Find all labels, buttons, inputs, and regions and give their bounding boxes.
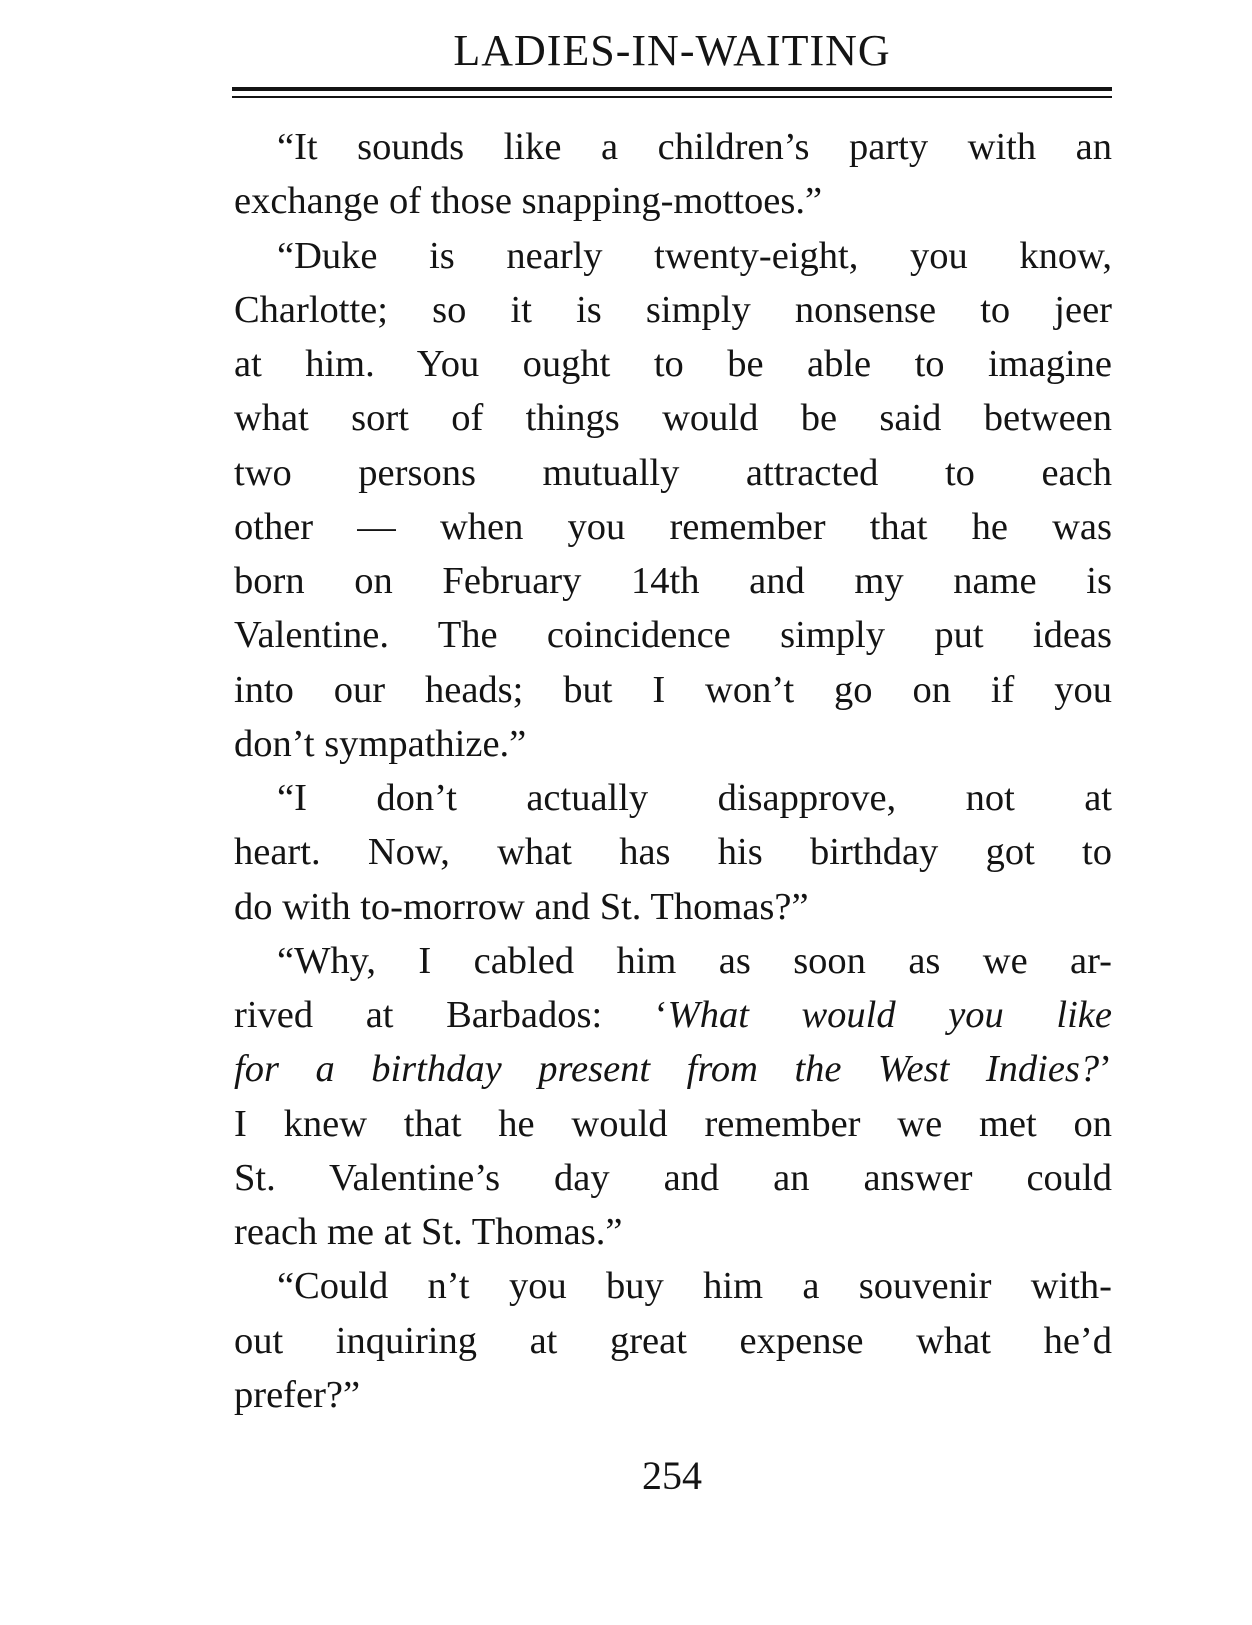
page-number: 254 [642, 1453, 702, 1498]
text-line: Valentine. The coincidence simply put ideas [234, 614, 1112, 657]
text-line: other — when you remember that he was [234, 505, 1112, 548]
text-line: do with to-morrow and St. Thomas?” [234, 885, 809, 928]
text-line: into our heads; but I won’t go on if you [234, 668, 1112, 711]
text-line [234, 988, 1112, 1042]
text-line: prefer?” [234, 1373, 361, 1416]
text-segment: ’ [1099, 1048, 1112, 1091]
text-line: born on February 14th and my name is [234, 560, 1112, 602]
text-line: heart. Now, what has his birthday got to [234, 831, 1112, 874]
header-rule-thick [232, 87, 1112, 91]
text-line: at him. You ought to be able to imagine [234, 343, 1112, 385]
text-line [234, 1042, 1112, 1096]
running-head: LADIES-IN-WAITING [453, 26, 891, 75]
text-line: out inquiring at great expense what he’d [234, 1319, 1112, 1362]
italic-segment: for a birthday present from the West Indies? [234, 1048, 1100, 1091]
body-text [234, 120, 1112, 1422]
header-rule-thin [232, 96, 1112, 98]
text-line: “It sounds like a children’s party with an [277, 126, 1112, 168]
text-line: “I don’t actually disapprove, not at [277, 777, 1112, 819]
italic-segment: What would you like [667, 994, 1112, 1036]
text-line: “Duke is nearly twenty-eight, you know, [277, 234, 1112, 277]
text-line: don’t sympathize.” [234, 722, 527, 765]
text-line: St. Valentine’s day and an answer could [234, 1156, 1112, 1199]
text-line: Charlotte; so it is simply nonsense to jeer [234, 288, 1112, 331]
text-segment: rived at Barbados: ‘ [234, 994, 668, 1036]
text-line: exchange of those snapping-mottoes.” [234, 180, 823, 223]
text-line: I knew that he would remember we met on [234, 1102, 1112, 1145]
text-line: “Why, I cabled him as soon as we ar- [277, 939, 1112, 982]
text-line: what sort of things would be said between [234, 397, 1112, 440]
text-line: “Could n’t you buy him a souvenir with- [277, 1265, 1112, 1308]
text-line: reach me at St. Thomas.” [234, 1211, 623, 1253]
text-line: two persons mutually attracted to each [234, 451, 1112, 494]
